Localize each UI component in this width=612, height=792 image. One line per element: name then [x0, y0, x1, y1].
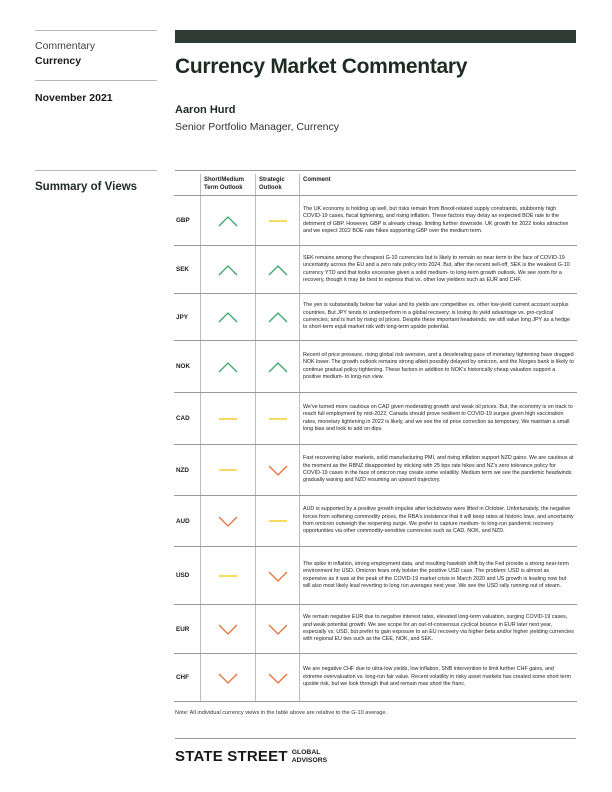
- outlook-neutral-icon: [217, 463, 239, 477]
- comment-text: The yen is substantially below fair value and its yields are competitive vs. other low-yield current account surplus countries. But JPY tends to underperform in a global recovery; is losing its yield advantage vs. pro-cyclical currencies; and is hurt by rising oil prices. Despite these important headwinds, we still value long JPY as a hedge to short-term equit market risk with long-term upside potential.: [300, 294, 578, 341]
- currency-code: GBP: [174, 196, 201, 246]
- outlook-down-icon: [217, 622, 239, 636]
- currency-code: NOK: [174, 341, 201, 393]
- table-row: [174, 547, 577, 605]
- author-role: Senior Portfolio Manager, Currency: [175, 121, 339, 133]
- short-term-outlook: [201, 496, 256, 547]
- author-name: Aaron Hurd: [175, 104, 236, 116]
- outlook-up-icon: [217, 310, 239, 324]
- strategic-outlook: [256, 393, 300, 445]
- outlook-neutral-icon: [267, 214, 289, 228]
- header-currency: [174, 174, 201, 196]
- outlook-down-icon: [267, 671, 289, 685]
- currency-code: EUR: [174, 605, 201, 654]
- outlook-neutral-icon: [267, 514, 289, 528]
- outlook-up-icon: [267, 360, 289, 374]
- outlook-down-icon: [267, 463, 289, 477]
- table-row: [174, 605, 577, 654]
- currency-code: JPY: [174, 294, 201, 341]
- strategic-outlook: [256, 496, 300, 547]
- short-term-outlook: [201, 445, 256, 496]
- short-term-outlook: [201, 393, 256, 445]
- outlook-neutral-icon: [267, 412, 289, 426]
- comment-text: The UK economy is holding up well, but risks remain from Brexit-related supply constraints, stubbornly high COVID-19 cases, fiscal tightening, and rising inflation. These factors may delay an expected BOE rate to the detriment of GBP. However, GBP is already cheap, limiting further downside. UK growth for 2022 looks attractive and we expect 2022 BOE rate hikes supporting GBP over the medium term.: [300, 196, 578, 246]
- outlook-down-icon: [267, 569, 289, 583]
- section-label: Commentary: [35, 40, 96, 52]
- brand-sub-line2: ADVISORS: [291, 756, 328, 764]
- strategic-outlook: [256, 341, 300, 393]
- header-short-term: Short/Medium Term Outlook: [201, 174, 256, 196]
- outlook-down-icon: [217, 514, 239, 528]
- header-bar: [175, 30, 576, 43]
- outlook-neutral-icon: [217, 412, 239, 426]
- outlook-neutral-icon: [217, 569, 239, 583]
- comment-text: We are negative CHF due to ultra-low yields, low inflation, SNB intervention to limit further CHF gains, and extreme overvaluation vs. long-run fair value. Recent volatility in risky asset markets has created some short term upside risk, but we look through that and remain max short the franc.: [300, 654, 578, 702]
- sidebar-top-rule: [35, 30, 157, 31]
- brand-logo: [175, 748, 327, 765]
- outlook-down-icon: [267, 622, 289, 636]
- strategic-outlook: [256, 654, 300, 702]
- outlook-up-icon: [267, 263, 289, 277]
- brand-main: STATE STREET: [175, 748, 288, 765]
- comment-text: The spike in inflation, strong employment data, and resulting hawkish shift by the Fed provide a strong near-term environment for USD. Omicron fears only bolster the positive USD case. The problem: USD is almost as expensive as it was at the peak of the COVID-19 market crisis in March 2020 and US growth is leading now but will also most likely lead reverting to long run averages next year. We see the USD rally running out of steam.: [300, 547, 578, 605]
- strategic-outlook: [256, 294, 300, 341]
- outlook-up-icon: [217, 214, 239, 228]
- subsection-label: Currency: [35, 55, 82, 67]
- currency-code: CHF: [174, 654, 201, 702]
- views-table: [174, 174, 577, 702]
- brand-sub: [292, 749, 328, 763]
- table-row: [174, 496, 577, 547]
- outlook-up-icon: [217, 360, 239, 374]
- footer-rule: [175, 738, 576, 739]
- table-row: [174, 341, 577, 393]
- strategic-outlook: [256, 605, 300, 654]
- comment-text: SEK remains among the cheapest G-10 currencies but is likely to remain so near term in the face of COVID-19 uncertainty across the EU and a zero rate policy into 2024. But, after the recent sell-off, SEK is the weakest G-10 currency YTD and that looks excessive given a solid medium- to long-term growth outlook. We see room for a recovery, though it may be best to express that vs. other low yielders such as EUR and CHF.: [300, 246, 578, 294]
- currency-code: USD: [174, 547, 201, 605]
- strategic-outlook: [256, 246, 300, 294]
- summary-heading: Summary of Views: [35, 181, 138, 193]
- page-title: Currency Market Commentary: [175, 55, 468, 78]
- strategic-outlook: [256, 547, 300, 605]
- comment-text: We remain negative EUR due to negative interest rates, elevated long-term valuation, surging COVID-19 cases, and weak potential growth. We see scope for an out-of-consensus cyclical bounce in EUR later next year, especially vs. USD, but prefer to gain exposure to an EU recovery via higher beta and/or higher yielding currencies with regional EU ties such as the CEE, NOK, and SEK.: [300, 605, 578, 654]
- currency-code: SEK: [174, 246, 201, 294]
- table-row: [174, 445, 577, 496]
- table-row: [174, 654, 577, 702]
- report-date: November 2021: [35, 92, 113, 104]
- outlook-up-icon: [217, 263, 239, 277]
- table-row: [174, 393, 577, 445]
- currency-code: CAD: [174, 393, 201, 445]
- short-term-outlook: [201, 246, 256, 294]
- outlook-up-icon: [267, 310, 289, 324]
- currency-code: AUD: [174, 496, 201, 547]
- table-note: Note: All individual currency views in the table above are relative to the G-10 average.: [175, 710, 388, 716]
- table-header-row: [174, 174, 577, 196]
- brand-sub-line1: GLOBAL: [291, 749, 321, 757]
- comment-text: We've turned more cautious on CAD given moderating growth and weak oil prices. But, the economy is on track to reach full employment by mid-2022, Canada should prove resilient to COVID-19 surges given high vaccination rates, monetary tightening in 2022 is likely, and we see the oil price correction as temporary. We maintain a small long bias and look to add on dips.: [300, 393, 578, 445]
- comment-text: AUD is supported by a positive growth impulse after lockdowns were lifted in October. Unfortunately, the negative forces from softening commodity prices, the RBA's insistence that it will keep rates at historic lows, and uncertainty from omicron outweigh the reopening surge. We prefer to capture medium- to long-run pandemic recovery opportunities via other commodity-sensitive currencies such as CAD, NOK, and NZD.: [300, 496, 578, 547]
- sidebar-mid-rule: [35, 80, 157, 81]
- strategic-outlook: [256, 196, 300, 246]
- short-term-outlook: [201, 341, 256, 393]
- table-row: [174, 294, 577, 341]
- outlook-down-icon: [217, 671, 239, 685]
- short-term-outlook: [201, 196, 256, 246]
- table-top-rule: [175, 170, 576, 171]
- short-term-outlook: [201, 547, 256, 605]
- strategic-outlook: [256, 445, 300, 496]
- comment-text: Recent oil price pressure, rising global risk aversion, and a decelerating pace of monetary tightening have dragged NOK lower. The growth outlook remains strong albeit possibly delayed by omicron, and the Norges bank is likely to continue gradual policy tightening. These factors in addition to NOK's historically cheap valuation support a positive medium- to long-run view.: [300, 341, 578, 393]
- summary-rule: [35, 170, 157, 171]
- comment-text: Fast recovering labor markets, solid manufacturing PMI, and rising inflation support NZD gains. We are cautious at the moment as the RBNZ disappointed by sticking with 25 bps rate hikes and NZ's zero tolerance policy for COVID-19 cases in the face of omicron may create some volatility. Medium term we see the pandemic headwinds gradually waning and NZD resuming an upward trajectory.: [300, 445, 578, 496]
- table-row: [174, 246, 577, 294]
- short-term-outlook: [201, 605, 256, 654]
- header-strategic: Strategic Outlook: [256, 174, 300, 196]
- currency-code: NZD: [174, 445, 201, 496]
- table-row: [174, 196, 577, 246]
- short-term-outlook: [201, 294, 256, 341]
- header-comment: Comment: [300, 174, 578, 196]
- short-term-outlook: [201, 654, 256, 702]
